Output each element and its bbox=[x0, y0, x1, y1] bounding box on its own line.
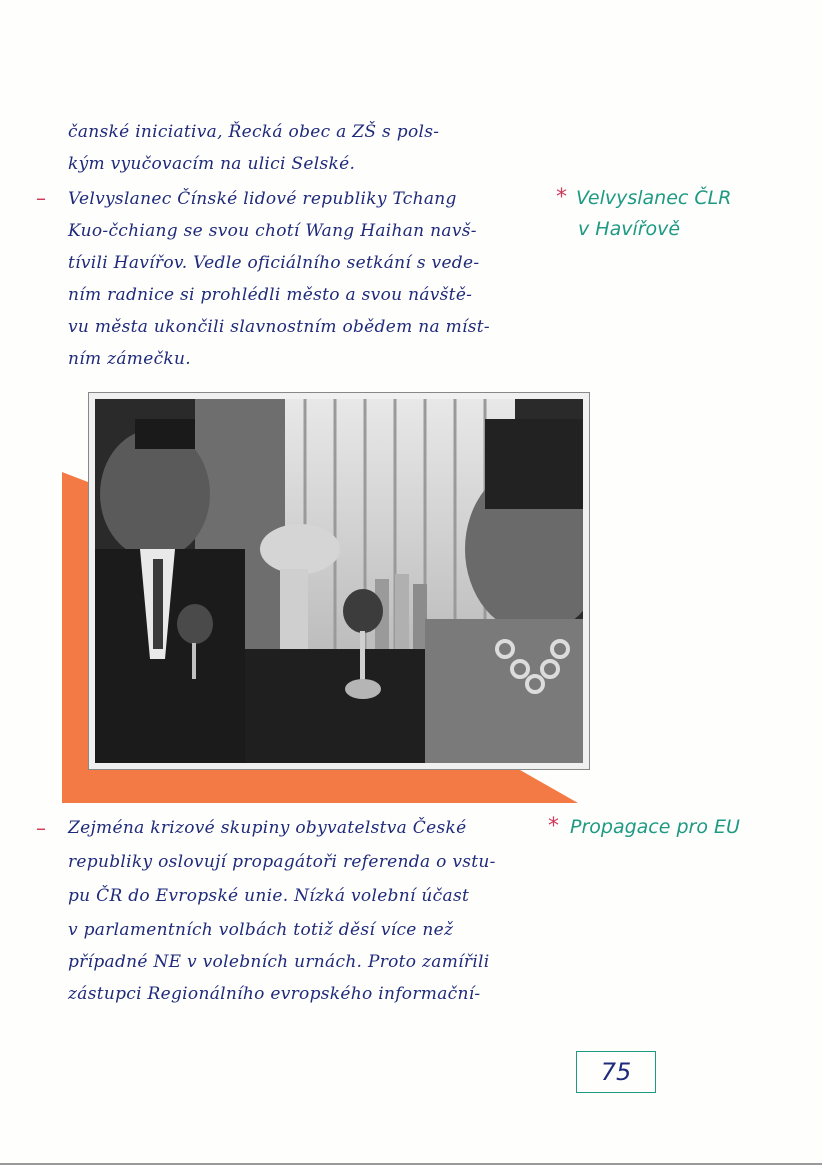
margin-note-eu: Propagace pro EU bbox=[570, 816, 740, 838]
margin-star: * bbox=[556, 185, 567, 210]
bullet-dash: – bbox=[36, 186, 46, 210]
p3-line-4: v parlamentních volbách totiž děsí více než bbox=[68, 920, 454, 940]
margin-note-ambassador-2: v Havířově bbox=[578, 218, 681, 240]
photo-image bbox=[95, 399, 583, 763]
p1-line-2: kým vyučovacím na ulici Selské. bbox=[68, 154, 356, 174]
p2-line-6: ním zámečku. bbox=[68, 349, 191, 369]
page-number: 75 bbox=[600, 1058, 632, 1086]
p1-line-1: čanské iniciativa, Řecká obec a ZŠ s pols- bbox=[68, 122, 440, 142]
page-number-box bbox=[576, 1051, 656, 1093]
p3-line-3: pu ČR do Evropské unie. Nízká volební účast bbox=[68, 886, 470, 906]
newspaper-photo bbox=[88, 392, 590, 770]
p2-line-5: vu města ukončili slavnostním obědem na míst- bbox=[68, 317, 490, 337]
p2-line-1: Velvyslanec Čínské lidové republiky Tchang bbox=[68, 189, 457, 209]
p3-line-6: zástupci Regionálního evropského informační- bbox=[68, 984, 481, 1004]
bullet-dash-2: – bbox=[36, 816, 46, 840]
p3-line-5: případné NE v volebních urnách. Proto zamířili bbox=[68, 952, 490, 972]
margin-star-2: * bbox=[548, 814, 559, 839]
margin-note-ambassador-1: Velvyslanec ČLR bbox=[576, 187, 732, 209]
p3-line-1: Zejména krizové skupiny obyvatelstva České bbox=[68, 818, 467, 838]
p2-line-3: tívili Havířov. Vedle oficiálního setkání s vede- bbox=[68, 253, 480, 273]
p2-line-2: Kuo-čchiang se svou chotí Wang Haihan navš- bbox=[68, 221, 477, 241]
p3-line-2: republiky oslovují propagátoři referenda o vstu- bbox=[68, 852, 496, 872]
p2-line-4: ním radnice si prohlédli město a svou návště- bbox=[68, 285, 473, 305]
